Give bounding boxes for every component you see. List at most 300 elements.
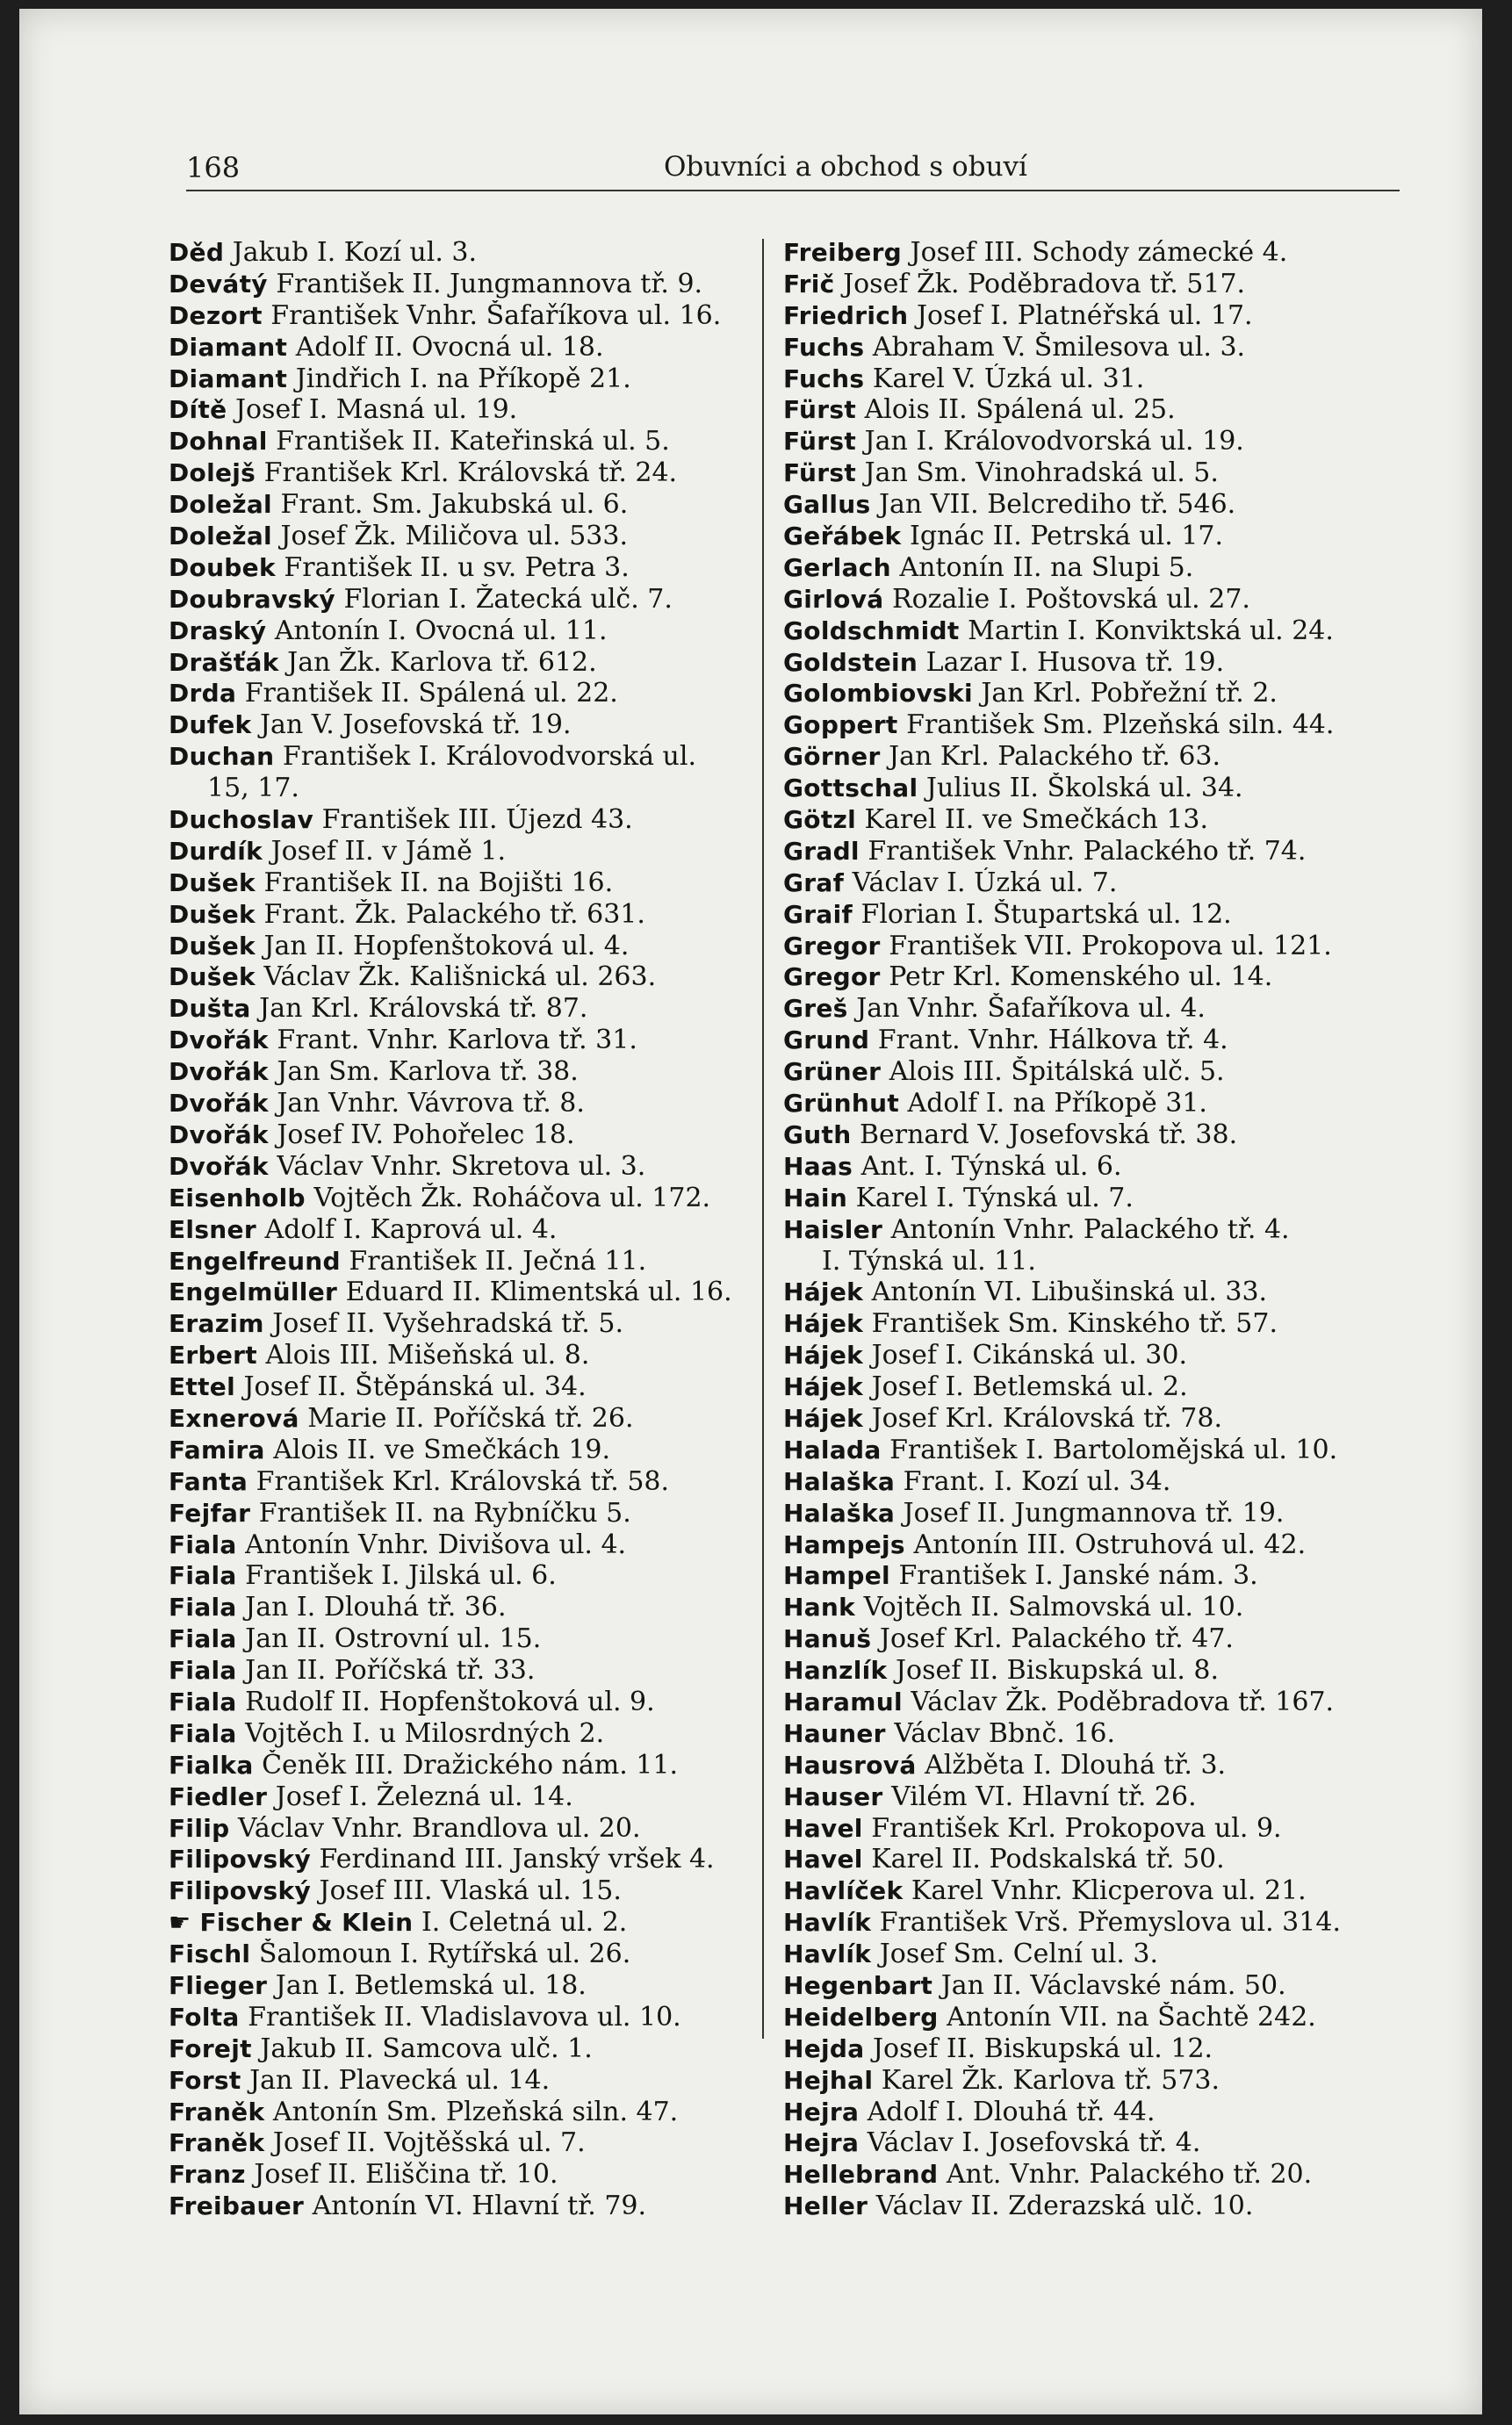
running-title: Obuvníci a obchod s obuví xyxy=(664,151,1027,183)
directory-entry xyxy=(169,2065,748,2097)
entry-details: Václav Žk. Kališnická ul. 263. xyxy=(255,961,657,993)
directory-entry xyxy=(169,1277,748,1308)
entry-surname: Golombiovski xyxy=(783,679,973,709)
entry-details: Václav II. Zderazská ulč. 10. xyxy=(868,2191,1254,2222)
entry-details: Josef II. v Jámě 1. xyxy=(263,835,506,867)
directory-entry xyxy=(169,1907,748,1939)
directory-entry xyxy=(783,521,1380,552)
directory-entry xyxy=(169,1151,748,1183)
entry-details: Frant. I. Kozí ul. 34. xyxy=(895,1465,1171,1497)
entry-surname: Franěk xyxy=(169,2097,265,2126)
entry-surname: Graf xyxy=(783,867,845,897)
directory-entry xyxy=(169,1623,748,1655)
entry-surname: Haramul xyxy=(783,1687,903,1716)
entry-surname: Grünhut xyxy=(783,1089,900,1119)
left-column xyxy=(169,237,748,2222)
directory-entry xyxy=(783,1939,1380,1970)
entry-details: Frant. Vnhr. Karlova tř. 31. xyxy=(268,1025,637,1056)
entry-details: Jan Sm. Karlova tř. 38. xyxy=(268,1056,579,1088)
directory-entry xyxy=(169,394,748,426)
entry-surname: Dušek xyxy=(169,962,256,992)
directory-entry xyxy=(169,1529,748,1561)
entry-details: František II. Vladislavova ul. 10. xyxy=(239,2001,681,2033)
entry-surname: Dušek xyxy=(169,867,256,897)
entry-surname: Gregor xyxy=(783,931,881,961)
directory-entry xyxy=(783,804,1380,836)
entry-surname: Franz xyxy=(169,2160,246,2190)
entry-details: Adolf I. Kaprová ul. 4. xyxy=(256,1213,558,1245)
directory-entry xyxy=(169,1498,748,1529)
entry-details: Josef Žk. Poděbradova tř. 517. xyxy=(834,268,1246,299)
directory-entry xyxy=(169,1340,748,1371)
entry-details: Josef Krl. Královská tř. 78. xyxy=(863,1402,1223,1434)
entry-details: Florian I. Štupartská ul. 12. xyxy=(852,898,1232,930)
directory-entry xyxy=(783,584,1380,615)
entry-details: František Krl. Královská tř. 58. xyxy=(248,1465,670,1497)
directory-entry xyxy=(169,552,748,584)
entry-details: Josef II. Biskupská ul. 12. xyxy=(864,2033,1213,2064)
directory-entry xyxy=(169,1403,748,1435)
directory-entry xyxy=(169,867,748,899)
entry-surname: Hampejs xyxy=(783,1529,905,1559)
entry-details: Václav Bbnč. 16. xyxy=(885,1717,1116,1749)
directory-entry xyxy=(169,1687,748,1718)
entry-details: František Krl. Prokopova ul. 9. xyxy=(862,1812,1282,1844)
entry-surname: Hejra xyxy=(783,2128,860,2158)
entry-surname: Hájek xyxy=(783,1372,864,1402)
directory-entry xyxy=(783,237,1380,269)
entry-details: Václav Vnhr. Skretova ul. 3. xyxy=(268,1150,646,1182)
entry-details: Alois III. Mišeňská ul. 8. xyxy=(256,1340,590,1371)
entry-details: Alois II. ve Smečkách 19. xyxy=(264,1434,611,1465)
entry-surname: Frič xyxy=(783,269,835,299)
entry-surname: Fejfar xyxy=(169,1498,251,1528)
entry-details: František II. na Rybníčku 5. xyxy=(250,1497,631,1529)
entry-surname: Filipovský xyxy=(169,1845,311,1875)
entry-details: Jan V. Josefovská tř. 19. xyxy=(251,709,572,741)
directory-entry xyxy=(783,647,1380,679)
directory-entry xyxy=(783,993,1380,1025)
directory-entry xyxy=(783,2191,1380,2222)
directory-entry xyxy=(783,1970,1380,2002)
directory-entry xyxy=(783,1907,1380,1939)
entry-surname: Götzl xyxy=(783,805,856,835)
directory-entry xyxy=(783,961,1380,993)
entry-details: Bernard V. Josefovská tř. 38. xyxy=(851,1119,1238,1150)
entry-details: Rudolf II. Hopfenštoková ul. 9. xyxy=(236,1686,655,1717)
entry-details: František I. Jilská ul. 6. xyxy=(236,1560,557,1592)
entry-surname: Ettel xyxy=(169,1372,235,1402)
entry-details: Jan Krl. Královská tř. 87. xyxy=(250,993,588,1025)
entry-surname: Fanta xyxy=(169,1466,248,1496)
entry-details: Vilém VI. Hlavní tř. 26. xyxy=(882,1781,1197,1812)
entry-details: Adolf I. na Příkopě 31. xyxy=(899,1088,1207,1119)
directory-entry xyxy=(783,457,1380,489)
entry-details: František Vnhr. Palackého tř. 74. xyxy=(859,835,1307,867)
entry-details: Jan II. Ostrovní ul. 15. xyxy=(236,1623,542,1655)
entry-surname: Erazim xyxy=(169,1309,264,1339)
entry-details: Josef III. Schody zámecké 4. xyxy=(902,237,1288,268)
directory-entry xyxy=(783,489,1380,521)
entry-details: František II. Spálená ul. 22. xyxy=(236,678,618,709)
directory-entry xyxy=(783,836,1380,867)
entry-details: Čeněk III. Dražického nám. 11. xyxy=(253,1749,678,1781)
entry-surname: Fiala xyxy=(169,1718,237,1748)
directory-entry xyxy=(783,1750,1380,1781)
entry-surname: Draský xyxy=(169,615,267,645)
entry-surname: Forst xyxy=(169,2065,241,2095)
entry-surname: Hájek xyxy=(783,1403,864,1433)
entry-surname: Hain xyxy=(783,1183,848,1212)
directory-entry xyxy=(783,269,1380,300)
entry-details: Jan VII. Belcrediho tř. 546. xyxy=(870,489,1236,521)
entry-surname: Franěk xyxy=(169,2128,265,2158)
directory-entry xyxy=(169,1781,748,1813)
entry-surname: Fiala xyxy=(169,1624,237,1654)
directory-entry xyxy=(169,1718,748,1750)
entry-surname: Drašťák xyxy=(169,647,279,677)
entry-surname: Goldschmidt xyxy=(783,615,960,645)
entry-surname: Duchan xyxy=(169,742,275,772)
entry-details: Jakub II. Samcova ulč. 1. xyxy=(251,2033,593,2064)
directory-entry xyxy=(783,1560,1380,1592)
entry-details: Václav Vnhr. Brandlova ul. 20. xyxy=(229,1812,641,1844)
directory-entry xyxy=(783,1371,1380,1403)
entry-details: Frant. Sm. Jakubská ul. 6. xyxy=(271,489,629,521)
entry-surname: Dvořák xyxy=(169,1057,269,1087)
directory-entry xyxy=(169,521,748,552)
directory-entry xyxy=(783,1025,1380,1056)
entry-surname: Geřábek xyxy=(783,522,902,551)
entry-surname: Doležal xyxy=(169,490,272,520)
directory-entry xyxy=(169,1119,748,1151)
directory-entry xyxy=(169,1844,748,1875)
entry-details: Ant. Vnhr. Palackého tř. 20. xyxy=(938,2159,1313,2191)
entry-surname: Fuchs xyxy=(783,363,865,393)
right-column xyxy=(783,237,1380,2222)
entry-surname: Hájek xyxy=(783,1277,864,1307)
directory-entry xyxy=(783,2002,1380,2033)
entry-details: Ferdinand III. Janský vršek 4. xyxy=(311,1844,715,1875)
directory-entry xyxy=(783,394,1380,426)
directory-entry xyxy=(169,1466,748,1498)
entry-surname: Hájek xyxy=(783,1341,864,1371)
entry-surname: Havlík xyxy=(783,1939,872,1969)
entry-surname: Elsner xyxy=(169,1214,256,1244)
directory-entry xyxy=(783,1183,1380,1214)
entry-surname: Engelfreund xyxy=(169,1246,341,1276)
directory-entry xyxy=(169,647,748,679)
entry-details: Josef IV. Pohořelec 18. xyxy=(268,1119,575,1150)
entry-surname: Havlík xyxy=(783,1908,872,1938)
entry-surname: Dvořák xyxy=(169,1089,269,1119)
entry-details: Jan Sm. Vinohradská ul. 5. xyxy=(856,457,1219,489)
entry-details: František III. Újezd 43. xyxy=(313,804,633,836)
entry-surname: Fiala xyxy=(169,1687,237,1716)
directory-entry xyxy=(169,2191,748,2222)
directory-entry xyxy=(169,1875,748,1907)
directory-entry xyxy=(169,1970,748,2002)
entry-surname: Hejra xyxy=(783,2097,860,2126)
entry-details: Josef Krl. Palackého tř. 47. xyxy=(871,1623,1234,1655)
entry-surname: Fialka xyxy=(169,1750,254,1780)
directory-entry xyxy=(783,1781,1380,1813)
entry-surname: ☛ Fischer & Klein xyxy=(169,1908,414,1938)
entry-details: I. Týnská ul. 11. xyxy=(822,1245,1036,1277)
entry-details: Jakub I. Kozí ul. 3. xyxy=(224,237,478,268)
entry-details: Jan I. Dlouhá tř. 36. xyxy=(236,1592,507,1623)
entry-surname: Exnerová xyxy=(169,1403,299,1433)
directory-entry xyxy=(783,867,1380,899)
entry-details: Václav I. Úzká ul. 7. xyxy=(844,867,1118,898)
entry-details: Josef I. Betlemská ul. 2. xyxy=(863,1371,1188,1403)
entry-surname: Hank xyxy=(783,1593,856,1623)
directory-entry xyxy=(169,1560,748,1592)
entry-details: Josef II. Biskupská ul. 8. xyxy=(887,1655,1220,1687)
directory-entry xyxy=(169,426,748,457)
entry-details: Josef II. Vojtěšská ul. 7. xyxy=(264,2127,586,2159)
entry-details: Antonín VI. Hlavní tř. 79. xyxy=(304,2191,647,2222)
directory-entry xyxy=(783,1875,1380,1907)
directory-entry xyxy=(783,1151,1380,1183)
entry-details: Josef II. Jungmannova tř. 19. xyxy=(895,1497,1285,1529)
entry-surname: Dohnal xyxy=(169,427,268,457)
entry-details: Jan I. Královodvorská ul. 19. xyxy=(856,426,1244,457)
entry-details: Karel I. Týnská ul. 7. xyxy=(847,1182,1134,1213)
entry-details: Ant. I. Týnská ul. 6. xyxy=(853,1150,1122,1182)
entry-details: Ignác II. Petrská ul. 17. xyxy=(901,521,1224,552)
directory-entry xyxy=(783,1466,1380,1498)
entry-surname: Hájek xyxy=(783,1309,864,1339)
directory-entry xyxy=(783,332,1380,363)
directory-entry xyxy=(169,741,748,773)
directory-entry xyxy=(783,2097,1380,2128)
entry-surname: Dvořák xyxy=(169,1151,269,1181)
directory-entry xyxy=(169,1435,748,1466)
directory-entry xyxy=(783,1088,1380,1119)
entry-details: Karel Vnhr. Klicperova ul. 21. xyxy=(903,1875,1307,1907)
entry-surname: Goppert xyxy=(783,710,898,740)
directory-entry xyxy=(169,332,748,363)
directory-entry xyxy=(169,269,748,300)
entry-details: Josef Sm. Celní ul. 3. xyxy=(871,1939,1159,1970)
entry-surname: Fiala xyxy=(169,1529,237,1559)
directory-entry xyxy=(783,678,1380,709)
directory-entry xyxy=(783,552,1380,584)
entry-details: Jan II. Poříčská tř. 33. xyxy=(236,1655,536,1687)
entry-surname: Gradl xyxy=(783,836,860,866)
entry-details: I. Celetná ul. 2. xyxy=(413,1907,628,1939)
entry-surname: Freiberg xyxy=(783,238,903,267)
entry-details: Jan Vnhr. Šafaříkova ul. 4. xyxy=(847,993,1206,1025)
entry-details: Antonín Vnhr. Divišova ul. 4. xyxy=(236,1529,627,1560)
entry-details: Antonín Sm. Plzeňská siln. 47. xyxy=(264,2096,679,2127)
entry-surname: Grüner xyxy=(783,1057,882,1087)
directory-entry xyxy=(169,678,748,709)
entry-details: Alžběta I. Dlouhá tř. 3. xyxy=(916,1749,1227,1781)
entry-surname: Goldstein xyxy=(783,647,918,677)
entry-surname: Fiala xyxy=(169,1593,237,1623)
entry-surname: Haisler xyxy=(783,1214,883,1244)
entry-surname: Forejt xyxy=(169,2033,252,2063)
entry-surname: Diamant xyxy=(169,363,288,393)
entry-details: Karel II. Podskalská tř. 50. xyxy=(862,1844,1225,1875)
entry-surname: Drda xyxy=(169,679,237,709)
entry-surname: Girlová xyxy=(783,584,884,614)
entry-details: František II. Jungmannova tř. 9. xyxy=(267,268,703,299)
entry-surname: Fuchs xyxy=(783,332,865,362)
entry-surname: Haas xyxy=(783,1151,853,1181)
entry-surname: Grund xyxy=(783,1025,870,1055)
entry-details: Josef I. Cikánská ul. 30. xyxy=(863,1340,1188,1371)
entry-details: František I. Bartolomějská ul. 10. xyxy=(881,1434,1338,1465)
directory-entry xyxy=(169,1655,748,1687)
directory-entry xyxy=(783,1498,1380,1529)
directory-entry xyxy=(169,2002,748,2033)
entry-surname: Dítě xyxy=(169,395,227,425)
entry-surname: Dufek xyxy=(169,710,252,740)
entry-surname: Hanuš xyxy=(783,1624,872,1654)
directory-entry xyxy=(169,899,748,931)
entry-surname: Hampel xyxy=(783,1561,890,1591)
directory-entry xyxy=(169,1750,748,1781)
entry-surname: Hellebrand xyxy=(783,2160,939,2190)
directory-entry xyxy=(783,1214,1380,1246)
entry-details: Vojtěch I. u Milosrdných 2. xyxy=(236,1717,605,1749)
entry-surname: Dušek xyxy=(169,931,256,961)
directory-entry xyxy=(169,2097,748,2128)
entry-surname: Havel xyxy=(783,1813,863,1843)
entry-surname: Havlíček xyxy=(783,1876,904,1906)
directory-entry xyxy=(169,709,748,741)
entry-surname: Doležal xyxy=(169,522,272,551)
entry-surname: Dezort xyxy=(169,300,263,330)
entry-surname: Duchoslav xyxy=(169,805,314,835)
entry-surname: Gregor xyxy=(783,962,881,992)
entry-surname: Děd xyxy=(169,238,225,267)
entry-surname: Dolejš xyxy=(169,458,256,488)
directory-entry xyxy=(169,457,748,489)
directory-entry xyxy=(169,1592,748,1623)
directory-entry xyxy=(783,1340,1380,1371)
directory-entry xyxy=(783,1119,1380,1151)
entry-details: 15, 17. xyxy=(207,773,299,804)
directory-entry xyxy=(783,1246,1380,1277)
entry-surname: Erbert xyxy=(169,1341,257,1371)
entry-details: Frant. Žk. Palackého tř. 631. xyxy=(255,898,645,930)
entry-surname: Durdík xyxy=(169,836,263,866)
entry-details: Julius II. Školská ul. 34. xyxy=(918,773,1243,804)
page-number: 168 xyxy=(186,151,241,184)
entry-details: František I. Královodvorská ul. xyxy=(274,741,696,773)
entry-details: Abraham V. Šmilesova ul. 3. xyxy=(864,331,1246,363)
entry-surname: Hegenbart xyxy=(783,1970,933,2000)
entry-details: Karel II. ve Smečkách 13. xyxy=(856,804,1209,836)
entry-surname: Dvořák xyxy=(169,1025,269,1055)
entry-surname: Hejda xyxy=(783,2033,865,2063)
entry-surname: Fiedler xyxy=(169,1781,268,1811)
entry-details: Karel V. Úzká ul. 31. xyxy=(864,363,1145,394)
entry-surname: Fiala xyxy=(169,1656,237,1686)
entry-surname: Diamant xyxy=(169,332,288,362)
entry-details: Antonín III. Ostruhová ul. 42. xyxy=(904,1529,1307,1560)
entry-surname: Fürst xyxy=(783,458,857,488)
entry-surname: Doubravský xyxy=(169,584,335,614)
directory-entry xyxy=(169,1056,748,1088)
directory-entry xyxy=(169,1025,748,1056)
entry-surname: Famira xyxy=(169,1435,265,1464)
entry-details: Rozalie I. Poštovská ul. 27. xyxy=(883,583,1250,615)
directory-entry xyxy=(169,237,748,269)
directory-entry xyxy=(783,1592,1380,1623)
entry-surname: Filip xyxy=(169,1813,230,1843)
entry-details: František Sm. Kinského tř. 57. xyxy=(863,1308,1278,1340)
directory-entry xyxy=(783,1403,1380,1435)
entry-surname: Dvořák xyxy=(169,1119,269,1149)
directory-entry xyxy=(783,1718,1380,1750)
entry-surname: Havel xyxy=(783,1845,863,1875)
entry-surname: Freibauer xyxy=(169,2191,305,2221)
directory-entry xyxy=(169,1939,748,1970)
entry-surname: Folta xyxy=(169,2002,240,2032)
directory-entry xyxy=(169,300,748,332)
entry-details: Alois III. Špitálská ulč. 5. xyxy=(881,1056,1225,1088)
directory-entry xyxy=(783,709,1380,741)
directory-entry xyxy=(169,1088,748,1119)
entry-surname: Fiala xyxy=(169,1561,237,1591)
entry-details: Josef II. Vyšehradská tř. 5. xyxy=(263,1308,623,1340)
entry-surname: Fürst xyxy=(783,395,857,425)
directory-entry xyxy=(169,1183,748,1214)
directory-entry xyxy=(783,1435,1380,1466)
directory-entry xyxy=(783,363,1380,395)
entry-surname: Filipovský xyxy=(169,1876,311,1906)
entry-details: Eduard II. Klimentská ul. 16. xyxy=(337,1277,732,1308)
entry-details: Vojtěch Žk. Roháčova ul. 172. xyxy=(305,1182,711,1213)
entry-surname: Guth xyxy=(783,1119,852,1149)
directory-entry xyxy=(783,1308,1380,1340)
entry-details: Jindřich I. na Příkopě 21. xyxy=(287,363,631,394)
entry-details: Josef I. Masná ul. 19. xyxy=(227,394,518,426)
entry-surname: Halaška xyxy=(783,1466,896,1496)
entry-surname: Halaška xyxy=(783,1498,896,1528)
directory-entry xyxy=(783,2159,1380,2191)
entry-surname: Graif xyxy=(783,899,853,929)
entry-surname: Gallus xyxy=(783,490,871,520)
entry-details: Marie II. Poříčská tř. 26. xyxy=(299,1402,634,1434)
entry-details: František Vrš. Přemyslova ul. 314. xyxy=(871,1907,1341,1939)
directory-entry xyxy=(783,1623,1380,1655)
directory-entry xyxy=(169,615,748,647)
entry-details: Jan Vnhr. Vávrova tř. 8. xyxy=(268,1088,585,1119)
entry-details: Adolf I. Dlouhá tř. 44. xyxy=(859,2096,1156,2127)
entry-surname: Görner xyxy=(783,742,881,772)
directory-entry xyxy=(169,2159,748,2191)
directory-entry xyxy=(783,1056,1380,1088)
page-header xyxy=(186,151,1400,191)
entry-details: Josef I. Platnéřská ul. 17. xyxy=(908,299,1253,331)
entry-details: František I. Janské nám. 3. xyxy=(889,1560,1258,1592)
entry-details: Florian I. Žatecká ulč. 7. xyxy=(335,583,673,615)
entry-surname: Hauner xyxy=(783,1718,886,1748)
entry-details: Alois II. Spálená ul. 25. xyxy=(856,394,1176,426)
entry-surname: Hauser xyxy=(783,1781,883,1811)
entry-details: František II. na Bojišti 16. xyxy=(255,867,614,898)
entry-details: František II. Ječná 11. xyxy=(340,1245,647,1277)
entry-details: Jan II. Hopfenštoková ul. 4. xyxy=(255,930,630,961)
entry-details: František II. u sv. Petra 3. xyxy=(275,551,630,583)
directory-entry xyxy=(169,1214,748,1246)
